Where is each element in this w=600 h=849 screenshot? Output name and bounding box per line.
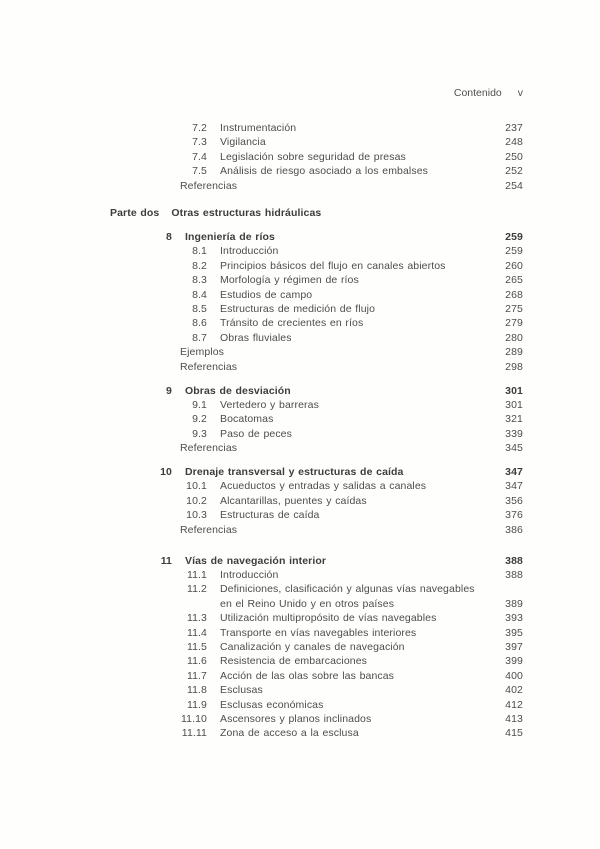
toc-entry-row	[0, 654, 523, 668]
entry-page: 250	[505, 150, 523, 163]
entry-number: 8.2	[192, 259, 207, 272]
entry-title: Tránsito de crecientes en ríos	[220, 317, 364, 330]
entry-number: 7.4	[192, 150, 207, 163]
entry-title: Alcantarillas, puentes y caídas	[220, 494, 367, 507]
entry-title: Vertedero y barreras	[220, 398, 319, 411]
entry-title: Morfología y régimen de ríos	[220, 274, 359, 287]
toc-entry-row	[0, 135, 523, 149]
entry-number: 11.10	[181, 713, 207, 726]
entry-page: 376	[505, 509, 523, 522]
entry-page: 254	[505, 179, 523, 192]
entry-page: 248	[505, 136, 523, 149]
entry-page: 301	[505, 384, 523, 397]
toc-entry-row	[0, 150, 523, 164]
entry-number: 11	[160, 554, 172, 567]
toc-entry-row	[0, 683, 523, 697]
entry-title: Principios básicos del flujo en canales abiertos	[220, 259, 446, 272]
entry-number: 7.2	[192, 122, 207, 134]
running-header	[0, 87, 523, 99]
entry-page: 393	[505, 612, 523, 625]
toc-entry-row	[0, 494, 523, 508]
toc-entry-row	[0, 273, 523, 287]
toc-list	[0, 121, 523, 741]
toc-entry-row	[0, 164, 523, 178]
entry-page: 321	[505, 413, 523, 426]
entry-page: 399	[505, 655, 523, 668]
toc-entry-row	[0, 611, 523, 625]
entry-title: Referencias	[180, 523, 238, 536]
entry-title: Ascensores y planos inclinados	[220, 713, 372, 726]
entry-number: 8.1	[192, 245, 207, 258]
entry-number: 9.2	[192, 413, 207, 426]
toc-part-row	[0, 206, 523, 220]
toc-entry-row	[0, 669, 523, 683]
entry-title: Estructuras de medición de flujo	[220, 302, 376, 315]
entry-number: 9	[166, 384, 172, 397]
entry-number: 8	[166, 230, 172, 243]
entry-number: 11.8	[186, 684, 207, 697]
toc-entry-row	[0, 726, 523, 740]
entry-title: Legislación sobre seguridad de presas	[220, 150, 406, 163]
entry-page: 356	[505, 494, 523, 507]
toc-aux-row	[0, 441, 523, 455]
toc-entry-row	[0, 712, 523, 726]
entry-number: 10.1	[186, 480, 207, 493]
entry-number: 8.4	[192, 288, 207, 301]
toc-aux-row	[0, 179, 523, 193]
toc-entry-row	[0, 259, 523, 273]
entry-page: 260	[505, 259, 523, 272]
toc-entry-row	[0, 626, 523, 640]
entry-title: Vigilancia	[220, 136, 266, 149]
toc-entry-row	[0, 698, 523, 712]
entry-title: Acueductos y entradas y salidas a canales	[220, 480, 427, 493]
entry-number: 8.6	[192, 317, 207, 330]
entry-number: 11.4	[186, 626, 207, 639]
toc-entry-row	[0, 427, 523, 441]
entry-number: 10	[160, 466, 172, 479]
toc-chapter-row	[0, 554, 523, 568]
entry-page: 412	[505, 698, 523, 711]
entry-number: 8.7	[192, 331, 207, 344]
entry-title: Esclusas económicas	[220, 698, 324, 711]
entry-page: 298	[505, 360, 523, 373]
part-label: Parte dos	[110, 207, 160, 220]
entry-number: 11.5	[186, 641, 207, 653]
entry-title: Transporte en vías navegables interiores	[220, 626, 417, 639]
entry-title: Introducción	[220, 245, 279, 258]
toc-entry-row	[0, 508, 523, 522]
entry-page: 279	[505, 317, 523, 330]
entry-page: 339	[505, 427, 523, 440]
entry-number: 11.7	[186, 669, 207, 682]
entry-page: 415	[505, 727, 523, 740]
toc-entry-row	[0, 288, 523, 302]
entry-title: Paso de peces	[220, 427, 292, 440]
entry-title: Referencias	[180, 442, 238, 455]
entry-number: 10.3	[186, 509, 207, 522]
toc-entry-row	[0, 302, 523, 316]
entry-title: Zona de acceso a la esclusa	[220, 727, 359, 740]
toc-entry-row	[0, 244, 523, 258]
entry-title: Introducción	[220, 568, 279, 581]
toc-chapter-row	[0, 465, 523, 479]
entry-page: 402	[505, 684, 523, 697]
entry-title: Acción de las olas sobre las bancas	[220, 669, 395, 682]
entry-title: Ejemplos	[180, 346, 224, 359]
entry-title: Obras fluviales	[220, 331, 292, 344]
entry-title: Drenaje transversal y estructuras de caída	[185, 466, 404, 479]
toc-entry-row	[0, 412, 523, 426]
entry-number: 11.3	[186, 612, 207, 625]
entry-page: 259	[505, 230, 523, 243]
entry-number: 9.3	[192, 427, 207, 440]
toc-entry-continuation-row	[0, 597, 523, 611]
entry-number: 10.2	[186, 494, 207, 507]
entry-page: 347	[505, 466, 523, 479]
entry-page: 400	[505, 669, 523, 682]
toc-aux-row	[0, 523, 523, 537]
entry-page: 268	[505, 288, 523, 301]
entry-page: 386	[505, 523, 523, 536]
entry-page: 265	[505, 274, 523, 287]
toc-entry-row	[0, 640, 523, 654]
entry-title: Esclusas	[220, 684, 263, 697]
entry-title: Resistencia de embarcaciones	[220, 655, 367, 668]
entry-title: Referencias	[180, 179, 238, 192]
entry-number: 8.5	[192, 302, 207, 315]
toc-entry-row	[0, 121, 523, 135]
entry-number: 11.2	[186, 583, 207, 596]
entry-title: Canalización y canales de navegación	[220, 641, 405, 653]
toc-aux-row	[0, 345, 523, 359]
entry-title-line1: Definiciones, clasificación y algunas vías navegables	[220, 583, 475, 596]
entry-title: Estructuras de caída	[220, 509, 320, 522]
entry-title: Estudios de campo	[220, 288, 313, 301]
entry-number: 9.1	[192, 398, 207, 411]
entry-title: Bocatomas	[220, 413, 274, 426]
entry-page: 347	[505, 480, 523, 493]
entry-page: 280	[505, 331, 523, 344]
entry-page: 259	[505, 245, 523, 258]
running-header-title: Contenido	[453, 87, 502, 99]
entry-page: 301	[505, 398, 523, 411]
entry-page: 237	[505, 122, 523, 134]
entry-title: Obras de desviación	[185, 384, 291, 397]
entry-page: 289	[505, 346, 523, 359]
entry-title: Ingeniería de ríos	[185, 230, 275, 243]
entry-number: 11.9	[186, 698, 207, 711]
entry-number: 7.3	[192, 136, 207, 149]
page-number: v	[517, 87, 523, 99]
entry-page: 388	[505, 568, 523, 581]
toc-entry-row	[0, 398, 523, 412]
toc-aux-row	[0, 360, 523, 374]
entry-page: 389	[505, 597, 523, 610]
toc-entry-row	[0, 316, 523, 330]
entry-page: 395	[505, 626, 523, 639]
toc-entry-row	[0, 331, 523, 345]
entry-title: Instrumentación	[220, 122, 297, 134]
entry-page: 388	[505, 554, 523, 567]
toc-entry-row	[0, 582, 523, 596]
entry-number: 11.6	[186, 655, 207, 668]
toc-chapter-row	[0, 230, 523, 244]
entry-page: 275	[505, 302, 523, 315]
entry-page: 345	[505, 442, 523, 455]
part-title: Otras estructuras hidráulicas	[171, 207, 322, 220]
entry-number: 8.3	[192, 274, 207, 287]
entry-number: 11.1	[186, 568, 207, 581]
entry-number: 7.5	[192, 165, 207, 178]
entry-number: 11.11	[181, 727, 207, 740]
entry-page: 413	[505, 713, 523, 726]
entry-title-line2: en el Reino Unido y en otros países	[220, 597, 395, 610]
toc-chapter-row	[0, 384, 523, 398]
entry-page: 252	[505, 165, 523, 178]
entry-title: Análisis de riesgo asociado a los embalses	[220, 165, 428, 178]
toc-entry-row	[0, 479, 523, 493]
entry-title: Referencias	[180, 360, 238, 373]
entry-page: 397	[505, 641, 523, 653]
entry-title: Vías de navegación interior	[185, 554, 327, 567]
toc-entry-row	[0, 568, 523, 582]
entry-title: Utilización multipropósito de vías navegables	[220, 612, 437, 625]
